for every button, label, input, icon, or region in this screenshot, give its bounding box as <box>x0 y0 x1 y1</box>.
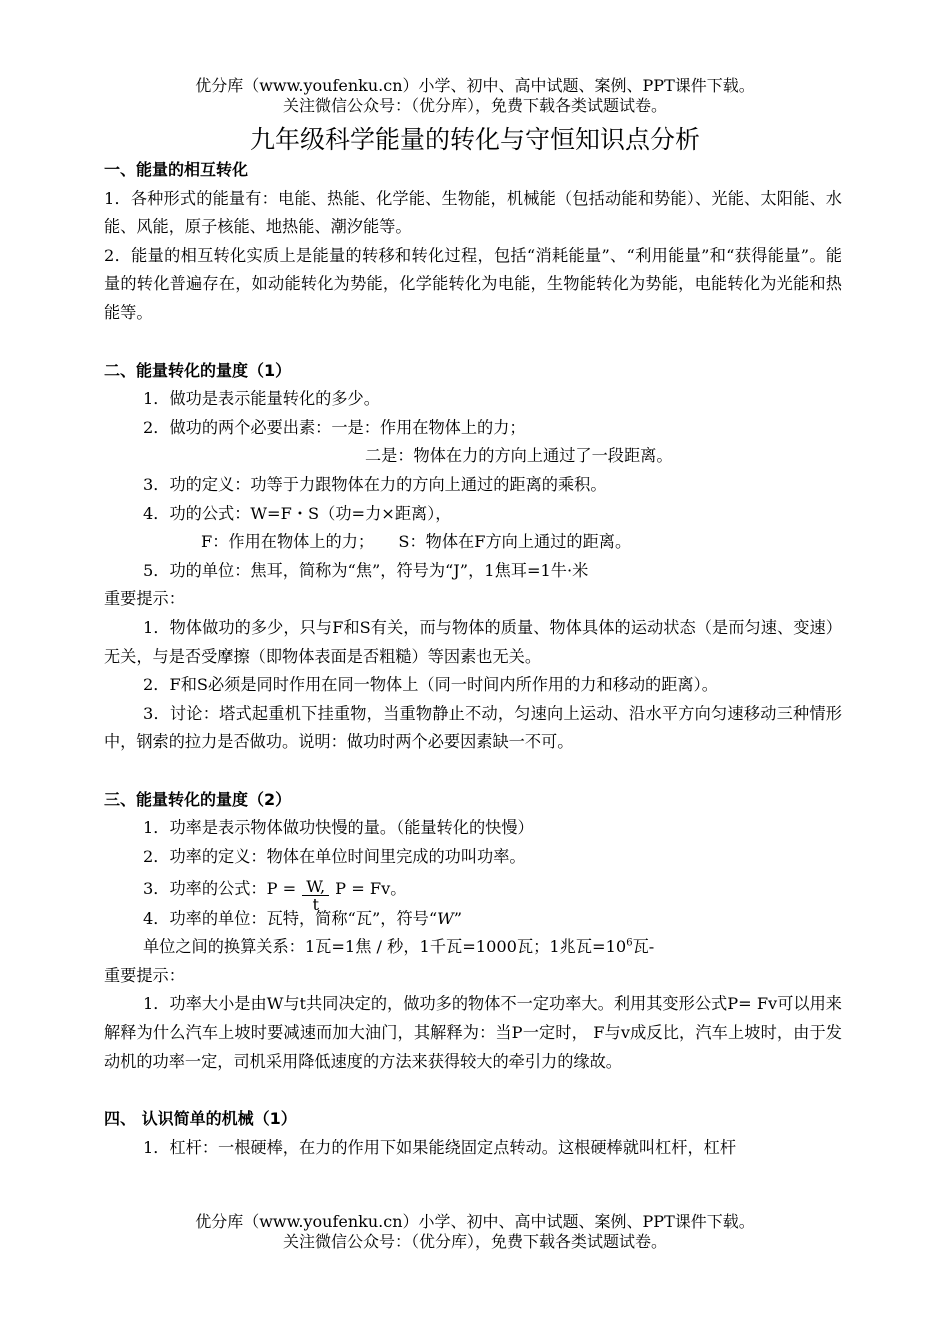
section-1-paragraph-1: 1．各种形式的能量有：电能、热能、化学能、生物能，机械能（包括动能和势能）、光能、太阳能、水能、风能，原子核能、地热能、潮汐能等。 <box>104 188 842 237</box>
section-3-line-5 <box>104 933 842 962</box>
section-2-line-2b: 二是：物体在力的方向上通过了一段距离。 <box>365 446 673 466</box>
section-2-line-2: 2．做功的两个必要出素：一是：作用在物体上的力； <box>143 417 526 437</box>
power-formula-alt: P = Fv。 <box>335 878 407 898</box>
header-line-1: 优分库（www.youfenku.cn）小学、初中、高中试题、案例、PPT课件下载。 <box>195 76 755 95</box>
fraction-denominator: t <box>312 894 319 914</box>
section-2-line-1: 1．做功是表示能量转化的多少。 <box>143 389 380 409</box>
section-2-line-4: 4．功的公式：W=F・S（功=力×距离）， <box>143 503 452 523</box>
section-3-tip-1: 1．功率大小是由W与t共同决定的，做功多的物体不一定功率大。利用其变形公式P= Fv可以用来解释为什么汽车上坡时要减速而加大油门，其解释为：当P一定时， F与v成反比，汽车上坡时，由于发动机的功率一定，司机采用降低速度的方法来获得较大的牵引力的缘故。 <box>104 994 842 1071</box>
section-2-tip-label: 重要提示： <box>104 589 185 609</box>
section-4-heading: 四、 认识简单的机械（1） <box>104 1109 297 1129</box>
power-unit-close: ” <box>453 908 463 928</box>
section-2-line-5: 5．功的单位：焦耳，简称为“焦”，符号为“J”，1焦耳=1牛·米 <box>143 560 589 580</box>
unit-conversion-text: 单位之间的换算关系：1瓦=1焦 / 秒，1千瓦=1000瓦；1兆瓦=10 <box>143 937 627 957</box>
power-unit-text: 4．功率的单位：瓦特，简称“瓦”，符号“ <box>143 908 438 928</box>
power-fraction <box>302 878 329 913</box>
section-3-line-3 <box>104 872 842 914</box>
section-3-line-4 <box>104 905 842 934</box>
section-2-heading: 二、能量转化的量度（1） <box>104 360 292 380</box>
section-2-line-3: 3．功的定义：功等于力跟物体在力的方向上通过的距离的乘积。 <box>143 474 607 494</box>
section-3-line-2: 2．功率的定义：物体在单位时间里完成的功叫功率。 <box>143 847 526 867</box>
footer-line-2: 关注微信公众号：（优分库），免费下载各类试题试卷。 <box>282 1232 667 1251</box>
power-unit-symbol: W <box>437 908 454 928</box>
page-header <box>0 76 950 116</box>
unit-conversion-end: 瓦- <box>632 937 655 957</box>
section-4-line-1: 1．杠杆：一根硬棒，在力的作用下如果能绕固定点转动。这根硬棒就叫杠杆，杠杆 <box>143 1137 737 1157</box>
section-2-tip-3: 3．讨论：塔式起重机下挂重物，当重物静止不动，匀速向上运动、沿水平方向匀速移动三种情形中，钢索的拉力是否做功。说明：做功时两个必要因素缺一不可。 <box>104 703 842 752</box>
document-body <box>104 156 842 1162</box>
section-2-tip-1: 1．物体做功的多少，只与F和S有关，而与物体的质量、物体具体的运动状态（是而匀速、变速）无关，与是否受摩擦（即物体表面是否粗糙）等因素也无关。 <box>104 617 842 666</box>
section-2-tip-2: 2．F和S必须是同时作用在同一物体上（同一时间内所作用的力和移动的距离）。 <box>143 675 718 695</box>
power-formula-label: 3．功率的公式：P = <box>143 878 297 898</box>
section-1-heading: 一、能量的相互转化 <box>104 160 249 179</box>
section-3-line-1: 1．功率是表示物体做功快慢的量。（能量转化的快慢） <box>143 818 534 838</box>
unit-exponent: 6 <box>626 937 633 949</box>
page-footer <box>0 1212 950 1252</box>
section-3-tip-label: 重要提示： <box>104 965 185 985</box>
document-title: 九年级科学能量的转化与守恒知识点分析 <box>249 125 700 154</box>
section-1-paragraph-2: 2．能量的相互转化实质上是能量的转移和转化过程，包括“消耗能量”、“利用能量”和“获得能量”。能量的转化普遍存在，如动能转化为势能，化学能转化为电能，生物能转化为势能，电能转化为光能和热能等。 <box>104 245 842 322</box>
footer-line-1: 优分库（www.youfenku.cn）小学、初中、高中试题、案例、PPT课件下载。 <box>195 1212 755 1231</box>
fraction-numerator: W, <box>302 878 329 896</box>
section-2-line-4b: F：作用在物体上的力； S：物体在F方向上通过的距离。 <box>201 532 632 552</box>
section-3-heading: 三、能量转化的量度（2） <box>104 789 292 809</box>
header-line-2: 关注微信公众号：（优分库），免费下载各类试题试卷。 <box>282 96 667 115</box>
